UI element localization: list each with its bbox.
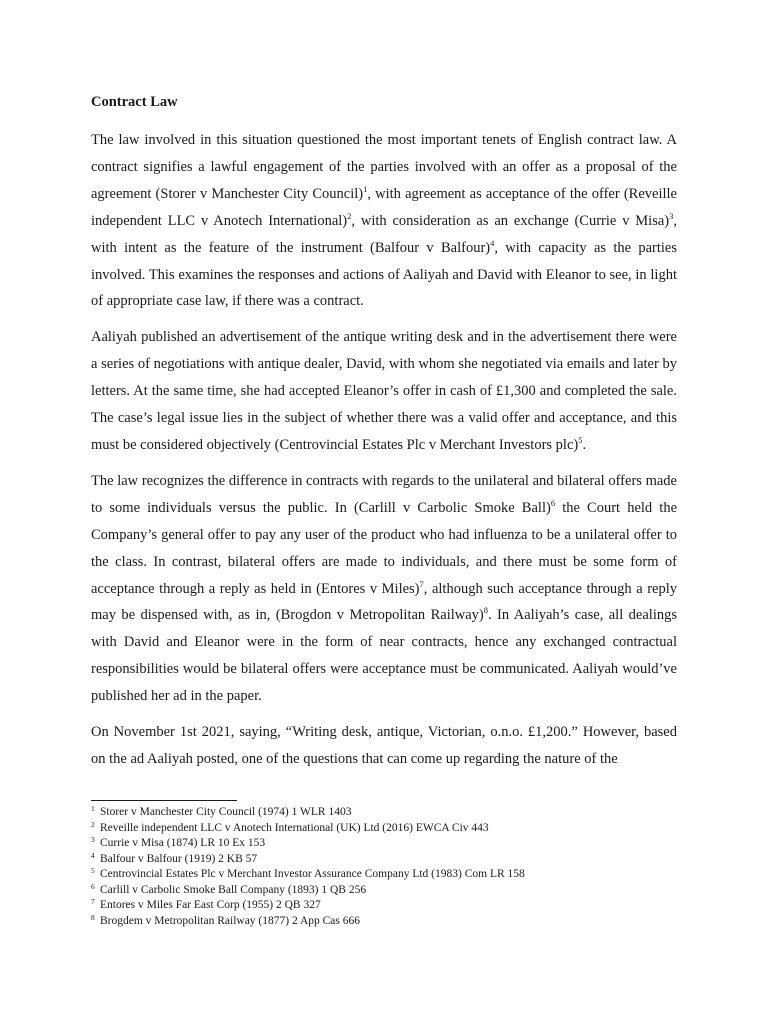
paragraph-text: The law recognizes the difference in contracts with regards to the unilateral and bilateral offers made to some individuals versus the public. In (Carlill v Carbolic Smoke Ball) xyxy=(91,472,677,516)
footnote-ref: 1 xyxy=(363,183,368,194)
paragraph-text: , with agreement as acceptance of the offer (Reveille independent LLC v Anotech International) xyxy=(91,185,677,229)
footnote-separator xyxy=(91,800,237,801)
footnote: 6 Carlill v Carbolic Smoke Ball Company (1893) 1 QB 256 xyxy=(91,881,367,896)
paragraph-text: , with capacity as the parties involved. This examines the responses and actions of Aaliyah and David with Eleanor to see, in light of appropriate case law, if there was a contract. xyxy=(91,239,677,310)
document-body xyxy=(91,92,677,782)
footnote-text: Entores v Miles Far East Corp (1955) 2 QB 327 xyxy=(100,899,321,911)
footnote: 3 Currie v Misa (1874) LR 10 Ex 153 xyxy=(91,835,266,849)
footnote-ref: 7 xyxy=(419,578,424,589)
paragraph-text: . xyxy=(582,436,587,453)
paragraph-text: , with consideration as an exchange (Currie v Misa) xyxy=(351,212,670,229)
footnote-text: Centrovincial Estates Plc v Merchant Investor Assurance Company Ltd (1983) Com LR 158 xyxy=(100,868,525,880)
footnotes xyxy=(91,805,691,929)
footnote-text: Brogdem v Metropolitan Railway (1877) 2 App Cas 666 xyxy=(100,914,360,927)
footnote-ref: 4 xyxy=(490,237,495,248)
paragraph-3 xyxy=(91,468,677,710)
document-heading: Contract Law xyxy=(91,94,178,110)
footnote: 8 Brogdem v Metropolitan Railway (1877) 2 App Cas 666 xyxy=(91,912,360,927)
paragraph-text: , with intent as the feature of the instrument (Balfour v Balfour) xyxy=(91,212,677,256)
paragraph-4 xyxy=(91,719,677,773)
footnote-text: Currie v Misa (1874) LR 10 Ex 153 xyxy=(100,837,266,849)
footnote: 7 Entores v Miles Far East Corp (1955) 2 QB 327 xyxy=(91,897,321,911)
paragraph-text: Aaliyah published an advertisement of the antique writing desk and in the advertisement there were a series of negotiations with antique dealer, David, with whom she negotiated via emails and later by letters. At the same time, she had accepted Eleanor’s offer in cash of £1,300 and completed the sale. The case’s legal issue lies in the subject of whether there was a valid offer and acceptance, and this must be considered objectively (Centrovincial Estates Plc v Merchant Investors plc) xyxy=(91,329,677,453)
footnote-text: Carlill v Carbolic Smoke Ball Company (1893) 1 QB 256 xyxy=(100,883,367,896)
footnote-text: Balfour v Balfour (1919) 2 KB 57 xyxy=(100,852,258,865)
paragraph-text: The law involved in this situation questioned the most important tenets of English contract law. A contract signifies a lawful engagement of the parties involved with an offer as a proposal of the agreement (Storer v Manchester City Council) xyxy=(91,132,677,202)
paragraph-text: On November 1st 2021, saying, “Writing desk, antique, Victorian, o.n.o. £1,200.” However, based on the ad Aaliyah posted, one of the questions that can come up regarding the nature of the xyxy=(91,724,677,767)
footnote-ref: 8 xyxy=(483,605,488,616)
footnote-text: Reveille independent LLC v Anotech International (UK) Ltd (2016) EWCA Civ 443 xyxy=(100,821,489,834)
footnote-text: Storer v Manchester City Council (1974) 1 WLR 1403 xyxy=(100,806,352,818)
paragraph-text: . In Aaliyah’s case, all dealings with David and Eleanor were in the form of near contracts, hence any exchanged contractual responsibilities would be bilateral offers were acceptance must be communicated. Aaliyah would’ve published her ad in the paper. xyxy=(91,607,677,705)
footnote-ref: 6 xyxy=(550,497,556,508)
paragraph-text: , although such acceptance through a reply may be dispensed with, as in, (Brogdon v Metropolitan Railway) xyxy=(91,580,677,624)
footnote: 1 Storer v Manchester City Council (1974) 1 WLR 1403 xyxy=(91,804,352,818)
footnote: 2 Reveille independent LLC v Anotech International (UK) Ltd (2016) EWCA Civ 443 xyxy=(91,819,489,834)
footnote: 5 Centrovincial Estates Plc v Merchant Investor Assurance Company Ltd (1983) Com LR 158 xyxy=(91,866,525,880)
paragraph-2 xyxy=(91,324,677,459)
footnote-ref: 5 xyxy=(578,435,583,446)
footnote: 4 Balfour v Balfour (1919) 2 KB 57 xyxy=(91,850,258,865)
footnote-ref: 3 xyxy=(669,210,674,221)
paragraph-text: the Court held the Company’s general offer to pay any user of the product who had influenza to be a unilateral offer to the class. In contrast, bilateral offers are made to individuals, and there must be some form of acceptance through a reply as held in (Entores v Miles) xyxy=(91,499,678,597)
paragraph-1 xyxy=(91,127,677,315)
footnote-ref: 2 xyxy=(347,210,352,221)
